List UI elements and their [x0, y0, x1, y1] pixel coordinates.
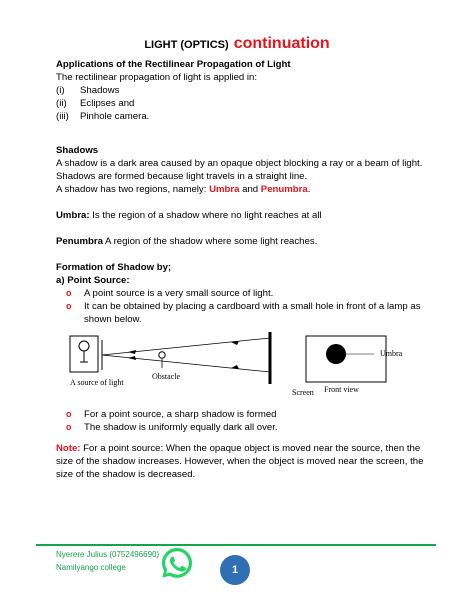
- umbra-term: Umbra: [209, 184, 240, 195]
- formation-heading: Formation of Shadow by;: [56, 262, 172, 273]
- bullet-item: o A point source is a very small source of light.: [66, 288, 274, 299]
- main-content: [56, 58, 428, 481]
- shadows-heading: Shadows: [56, 145, 99, 156]
- diagram-drawing: [56, 332, 428, 404]
- bullet-icon: o: [66, 409, 72, 419]
- front-view-box: [306, 336, 386, 382]
- point-source-diagram: [56, 332, 428, 404]
- footer-divider: [36, 544, 436, 546]
- point-source-subheading: a) Point Source:: [56, 275, 130, 286]
- umbra-label: Umbra: [380, 349, 403, 358]
- bullet-icon: o: [66, 301, 72, 311]
- applications-intro: The rectilinear propagation of light is applied in:: [56, 72, 258, 83]
- note-label: Note:: [56, 443, 81, 454]
- ray-upper: [102, 338, 270, 355]
- bullet-item: o It can be obtained by placing a cardboard with a small hole in front of a lamp as: [66, 301, 421, 312]
- obstacle-ball: [159, 352, 165, 358]
- lamp-icon: [79, 341, 89, 351]
- umbra-definition: Umbra: Is the region of a shadow where no light reaches at all: [56, 210, 322, 221]
- penumbra-term: Penumbra: [260, 184, 308, 195]
- applications-heading: Applications of the Rectilinear Propagation of Light: [56, 59, 291, 70]
- list-item: (iii) Pinhole camera.: [56, 111, 150, 122]
- footer-school: Namilyango college: [56, 563, 126, 572]
- page-number-badge: 1: [220, 555, 250, 585]
- front-view-label: Front view: [324, 385, 359, 394]
- umbra-disc: [326, 344, 346, 364]
- footer: [56, 548, 159, 574]
- note-paragraph: Note: For a point source: When the opaque object is moved near the source, then the size of the shadow increases. However, when the object is moved near the screen, the size of the shadow is decreased.: [56, 443, 424, 480]
- page-title: [0, 34, 474, 55]
- shadows-line-2: Shadows are formed because light travels in a straight line.: [56, 171, 308, 182]
- title-accent: continuation: [233, 35, 330, 52]
- bullet-item: o The shadow is uniformly equally dark all over.: [66, 422, 278, 433]
- ray-lower: [102, 355, 270, 372]
- screen-label: Screen: [292, 388, 314, 397]
- bullet-icon: o: [66, 288, 72, 298]
- list-item: (ii) Eclipses and: [56, 98, 135, 109]
- source-label: A source of light: [70, 378, 124, 387]
- shadows-line-3: A shadow has two regions, namely: Umbra and Penumbra.: [56, 184, 311, 195]
- penumbra-definition: Penumbra A region of the shadow where some light reaches.: [56, 236, 318, 247]
- footer-author: Nyerere Julius (0752496690): [56, 550, 160, 559]
- obstacle-label: Obstacle: [152, 372, 180, 381]
- bullet-item-continuation: shown below.: [84, 314, 142, 325]
- bullet-item: o For a point source, a sharp shadow is formed: [66, 409, 277, 420]
- whatsapp-icon: [160, 546, 194, 580]
- shadows-line-1: A shadow is a dark area caused by an opaque object blocking a ray or a beam of light.: [56, 158, 423, 169]
- title-main: LIGHT (OPTICS): [144, 39, 229, 51]
- list-item: (i) Shadows: [56, 85, 120, 96]
- bullet-icon: o: [66, 422, 72, 432]
